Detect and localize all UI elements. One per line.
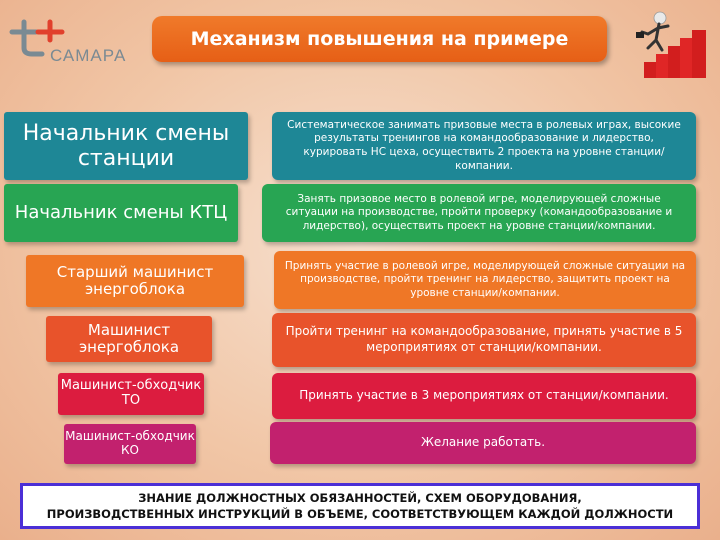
requirement-text: Пройти тренинг на командообразование, принять участие в 5 мероприятиях от станции/компании. — [285, 324, 683, 354]
career-steps-icon — [618, 4, 714, 80]
position-box — [4, 112, 248, 180]
position-label: Начальник смены КТЦ — [14, 201, 228, 223]
position-label: Машинист-обходчик ТО — [60, 378, 202, 408]
position-box — [4, 184, 238, 242]
position-box — [64, 424, 196, 464]
requirement-text: Желание работать. — [420, 435, 546, 450]
footer-line: ПРОИЗВОДСТВЕННЫХ ИНСТРУКЦИЙ В ОБЪЕМЕ, СООТВЕТСТВУЮЩЕМ КАЖДОЙ ДОЛЖНОСТИ — [46, 507, 674, 521]
footer-line: ЗНАНИЕ ДОЛЖНОСТНЫХ ОБЯЗАННОСТЕЙ, СХЕМ ОБОРУДОВАНИЯ, — [138, 490, 582, 505]
position-label: Машинист энергоблока — [78, 320, 180, 356]
position-box — [46, 316, 212, 362]
requirement-box — [272, 112, 696, 180]
requirement-box — [272, 373, 696, 419]
position-box — [26, 255, 244, 307]
requirement-box — [274, 251, 696, 309]
position-label: Машинист-обходчик КО — [65, 429, 195, 457]
requirement-box — [272, 313, 696, 367]
requirement-text: Занять призовое место в ролевой игре, моделирующей сложные ситуации на производстве, пройти проверку (командообразование и лидерство), осуществить проект на уровне станции/компании. — [285, 192, 673, 232]
logo-text: САМАРА — [50, 46, 127, 65]
requirement-text: Систематическое занимать призовые места в ролевых играх, высокие результаты тренингов на командообразование и лидерство, курировать НС цеха, осуществить 2 проекта на уровне станции/компании. — [287, 118, 681, 172]
position-box — [58, 373, 204, 415]
position-label: Старший машинист энергоблока — [56, 262, 214, 298]
position-label: Начальник смены станции — [22, 120, 230, 171]
requirement-box — [270, 422, 696, 464]
requirement-text: Принять участие в 3 мероприятиях от станции/компании. — [299, 388, 669, 403]
footer-note — [20, 483, 700, 529]
requirement-box — [262, 184, 696, 242]
requirement-text: Принять участие в ролевой игре, моделирующей сложные ситуации на производстве, пройти тренинг на лидерство, защитить проект на уровне станции/компании. — [284, 259, 686, 299]
page-title: Механизм повышения на примере — [152, 16, 607, 62]
